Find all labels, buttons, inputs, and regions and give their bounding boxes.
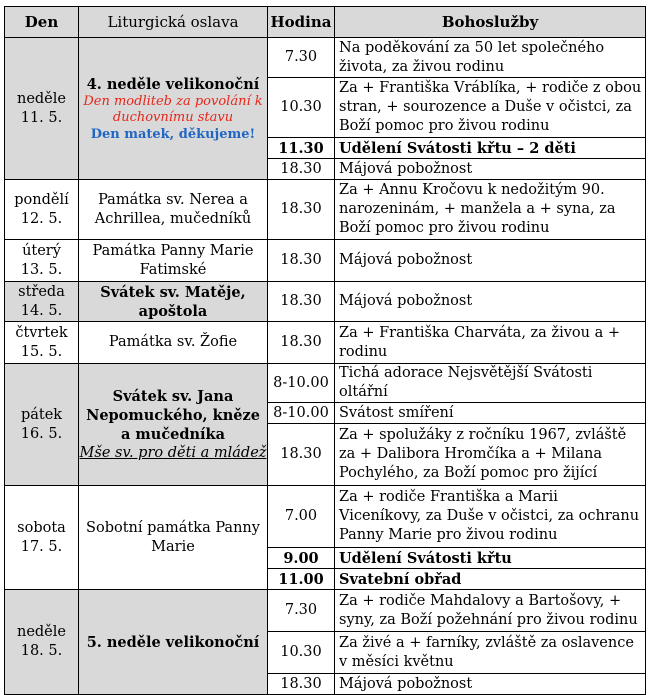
hour-cell: 10.30: [268, 78, 335, 138]
day-date: 17. 5.: [20, 538, 63, 555]
day-date: 13. 5.: [20, 261, 63, 278]
liturgy-cell: Památka sv. Nerea a Achrillea, mučedníků: [79, 180, 268, 240]
service-cell: Májová pobožnost: [335, 674, 646, 695]
service-cell: Za + rodiče Mahdalovy a Bartošovy, + syny, za Boží požehnání pro živou rodinu: [335, 590, 646, 632]
liturgy-cell: Památka Panny Marie Fatimské: [79, 240, 268, 282]
day-date: 16. 5.: [20, 425, 63, 442]
hour-cell: 18.30: [268, 180, 335, 240]
header-liturgy: Liturgická oslava: [79, 7, 268, 38]
hour-cell: 11.00: [268, 569, 335, 590]
day-name: čtvrtek: [15, 324, 68, 341]
day-date: 15. 5.: [20, 343, 63, 360]
header-services: Bohoslužby: [335, 7, 646, 38]
liturgy-cell: 5. neděle velikonoční: [79, 590, 268, 695]
hour-cell: 18.30: [268, 282, 335, 322]
hour-cell: 18.30: [268, 240, 335, 282]
service-cell: Za živé a + farníky, zvláště za oslavence v měsíci květnu: [335, 632, 646, 674]
service-cell: Za + Františka Charváta, za živou a + rodinu: [335, 322, 646, 364]
day-cell: [5, 240, 79, 282]
day-name: pátek: [20, 406, 63, 423]
day-name: neděle: [16, 624, 66, 640]
day-cell: [5, 38, 79, 180]
table-row: [5, 322, 646, 364]
day-date: 12. 5.: [20, 210, 63, 227]
hour-cell: 18.30: [268, 424, 335, 486]
day-cell: [5, 282, 79, 322]
table-row: [5, 590, 646, 632]
hour-cell: 8-10.00: [268, 364, 335, 403]
service-cell: Za + Františka Vráblíka, + rodiče z obou stran, + sourozence a Duše v očistci, za Boží pomoc pro živou rodinu: [335, 78, 646, 138]
day-cell: [5, 322, 79, 364]
service-cell: Svatební obřad: [335, 569, 646, 590]
table-row: [5, 486, 646, 548]
hour-cell: 7.30: [268, 38, 335, 78]
table-row: [5, 282, 646, 322]
header-row: [5, 7, 646, 38]
header-hour: Hodina: [268, 7, 335, 38]
service-cell: Za + Annu Kročovu k nedožitým 90. narozeninám, + manžela a + syna, za Boží pomoc pro živou rodinu: [335, 180, 646, 240]
header-day: Den: [5, 7, 79, 38]
day-date: 11. 5.: [20, 109, 63, 126]
hour-cell: 10.30: [268, 632, 335, 674]
table-row: [5, 38, 646, 78]
schedule-table: [4, 6, 646, 695]
liturgy-note-underline: Mše sv. pro děti a mládež: [79, 444, 267, 461]
day-cell: [5, 364, 79, 486]
service-cell: Na poděkování za 50 let společného života, za živou rodinu: [335, 38, 646, 78]
hour-cell: 9.00: [268, 548, 335, 569]
table-row: [5, 364, 646, 403]
hour-cell: 18.30: [268, 674, 335, 695]
service-cell: Májová pobožnost: [335, 159, 646, 180]
liturgy-cell: Památka sv. Žofie: [79, 322, 268, 364]
day-cell: [5, 590, 79, 695]
day-name: úterý: [22, 242, 61, 259]
service-cell: Tichá adorace Nejsvětější Svátosti oltářní: [335, 364, 646, 403]
day-name: neděle: [16, 90, 66, 107]
hour-cell: 7.30: [268, 590, 335, 632]
day-date: 18. 5.: [20, 643, 63, 659]
liturgy-title: Svátek sv. Jana Nepomuckého, kněze a mučedníka: [86, 387, 260, 443]
liturgy-cell: Svátek sv. Matěje, apoštola: [79, 282, 268, 322]
liturgy-title: 4. neděle velikonoční: [86, 75, 260, 93]
day-date: 14. 5.: [20, 302, 63, 319]
service-cell: Udělení Svátosti křtu – 2 děti: [335, 138, 646, 159]
hour-cell: 8-10.00: [268, 403, 335, 424]
liturgy-note-red: Den modliteb za povolání k duchovnímu stavu: [83, 93, 263, 125]
day-cell: [5, 180, 79, 240]
service-cell: Májová pobožnost: [335, 240, 646, 282]
table-row: [5, 240, 646, 282]
liturgy-note-blue: Den matek, děkujeme!: [90, 126, 256, 142]
hour-cell: 18.30: [268, 322, 335, 364]
hour-cell: 11.30: [268, 138, 335, 159]
service-cell: Svátost smíření: [335, 403, 646, 424]
table-row: [5, 180, 646, 240]
liturgy-cell: [79, 38, 268, 180]
day-name: sobota: [17, 519, 66, 536]
service-cell: Májová pobožnost: [335, 282, 646, 322]
service-cell: Za + spolužáky z ročníku 1967, zvláště za + Dalibora Hromčíka a + Milana Pochylého, za Boží pomoc pro žijící: [335, 424, 646, 486]
service-cell: Za + rodiče Františka a Marii Viceníkovy, za Duše v očistci, za ochranu Panny Marie pro živou rodinu: [335, 486, 646, 548]
day-name: středa: [18, 283, 65, 300]
liturgy-cell: Sobotní památka Panny Marie: [79, 486, 268, 590]
hour-cell: 7.00: [268, 486, 335, 548]
liturgy-cell: [79, 364, 268, 486]
day-cell: [5, 486, 79, 590]
day-name: pondělí: [14, 191, 69, 208]
hour-cell: 18.30: [268, 159, 335, 180]
service-cell: Udělení Svátosti křtu: [335, 548, 646, 569]
